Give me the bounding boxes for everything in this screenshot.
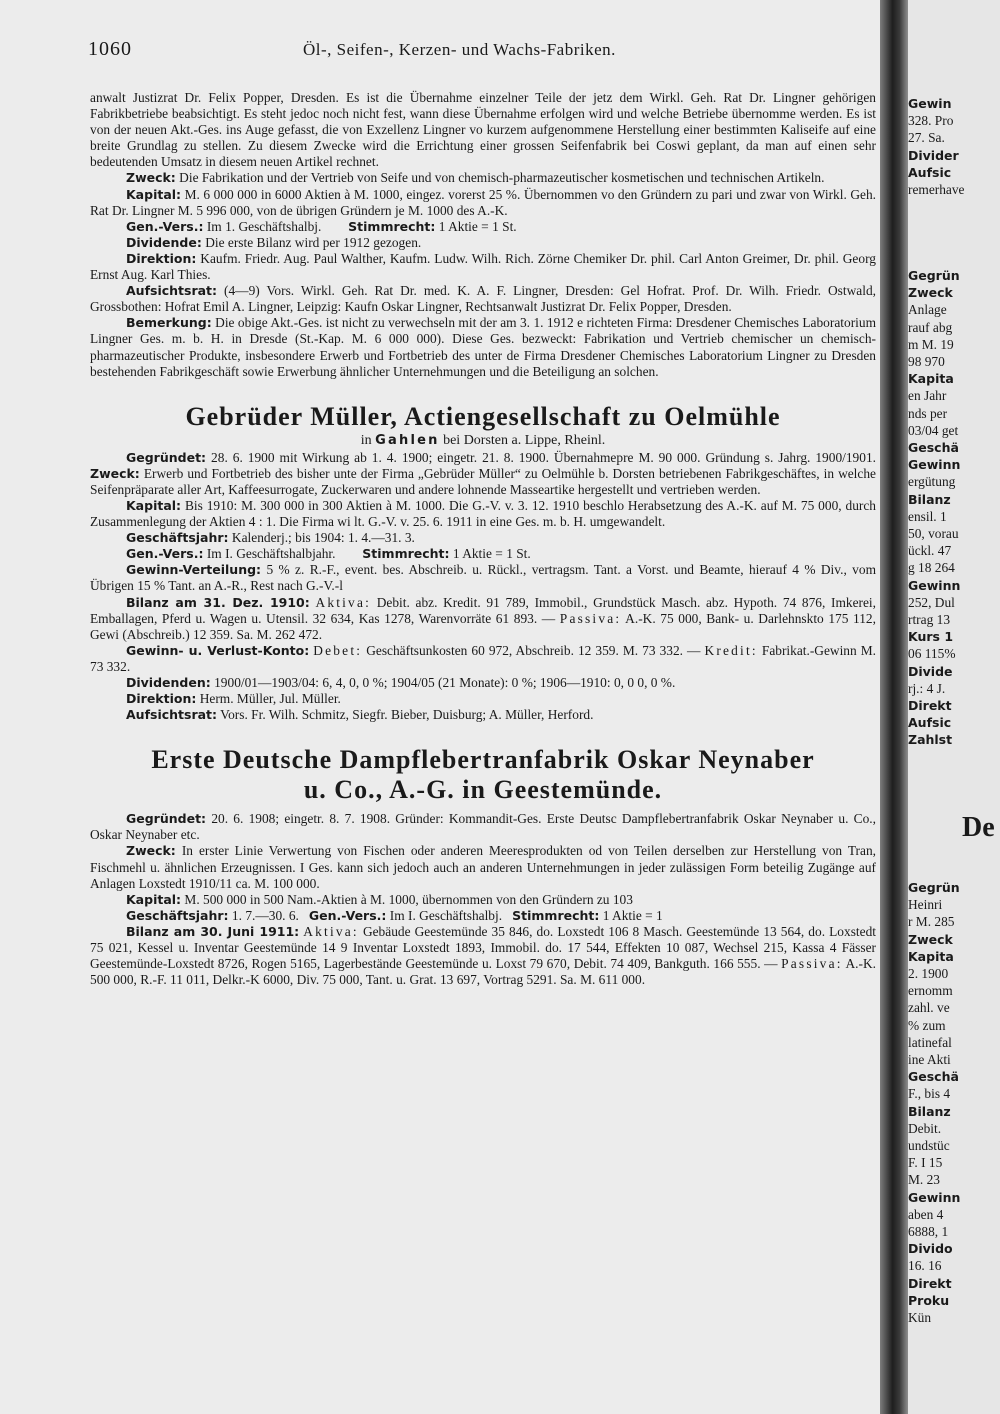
gegruendet-paragraph xyxy=(90,811,876,843)
facing-page-line: ine Akti xyxy=(908,1052,951,1067)
facing-page-line: Direkt xyxy=(908,698,952,713)
aktiva-label: Aktiva: xyxy=(303,923,359,939)
guv-debet-text: Geschäftsunkosten 60 972, Abschreib. 12 359. M. 73 332. — xyxy=(366,642,701,658)
company-title: Gebrüder Müller, Actiengesellschaft zu Oelmühle xyxy=(185,401,781,431)
facing-page-line: Zahlst xyxy=(908,732,953,748)
facing-page-line: Geschä xyxy=(908,440,959,455)
kapital-label: Kapital: xyxy=(126,891,182,907)
kapital-paragraph xyxy=(90,187,876,219)
dividenden-paragraph xyxy=(90,675,876,691)
zweck-label: Zweck: xyxy=(126,170,176,186)
bilanz-aktiva-text: Debit. abz. Kredit. 91 789, Immobil., Grundstück Masch. abz. Hypoth. 74 876, Imkerei, Emballagen, Pferd u. Wagen u. Utensil. 32 634, Kas 1278, Warenvorräte 61 893. — xyxy=(90,594,877,626)
facing-page-line: aben 4 xyxy=(908,1206,944,1222)
zweck-label: Zweck: xyxy=(126,843,176,859)
page-header xyxy=(88,38,870,64)
facing-page-line: ückl. 47 xyxy=(908,543,952,559)
facing-page-line: rauf abg xyxy=(908,319,953,335)
bilanz-label: Bilanz am 30. Juni 1911: xyxy=(126,923,300,939)
aufsichtsrat-label: Aufsichtsrat: xyxy=(126,707,218,723)
passiva-label: Passiva: xyxy=(559,610,622,626)
facing-page-line: 2. 1900 xyxy=(908,966,949,981)
facing-page-line: Kün xyxy=(908,1310,932,1325)
dividende-paragraph xyxy=(90,235,876,251)
geschaeftsjahr-label: Geschäftsjahr: xyxy=(126,530,229,546)
company-title-line2: u. Co., A.-G. in Geestemünde. xyxy=(303,775,663,805)
geschaeftsjahr-paragraph xyxy=(90,530,876,546)
facing-page-line: Gewinn xyxy=(908,1189,961,1205)
gewinnverteilung-text: 5 % z. R.-F., event. bes. Abschreib. u. Rückl., vertragsm. Tant. a Vorst. und Beamte, hierauf 4 % Div., vom Übrigen 15 % Tant. an A.-R., Rest nach G.-V.-l xyxy=(90,562,876,594)
guv-label: Gewinn- u. Verlust-Konto: xyxy=(126,642,310,658)
location-suffix: bei Dorsten a. Lippe, Rheinl. xyxy=(443,432,606,448)
zweck-paragraph xyxy=(90,843,876,891)
kapital-text: M. 500 000 in 500 Nam.-Aktien à M. 1000, übernommen von den Gründern zu 103 xyxy=(184,891,633,907)
facing-page-line: Zweck xyxy=(908,285,953,301)
genvers-text: Im 1. Geschäftshalbj. xyxy=(206,218,322,234)
kapital-text: Bis 1910: M. 300 000 in 300 Aktien à M. 1000. Die G.-V. v. 3. 12. 1910 beschlo Herabsetzung des A.-K. auf M. 75 000, durch Zusammenlegung der Aktien 4 : 1. Die Firma wi lt. G.-V. v. 25. 6. 1911 in eine Ges. m. b. H. umgewandelt. xyxy=(90,497,876,530)
facing-page-line: nds per xyxy=(908,405,948,421)
facing-page-line: Kapita xyxy=(908,948,954,964)
facing-page-line: Heinri xyxy=(908,897,943,913)
facing-page-line: Zweck xyxy=(908,931,953,947)
stimmrecht-text: 1 Aktie = 1 St. xyxy=(438,218,517,234)
facing-page-line: Gewinn xyxy=(908,457,961,473)
bilanz-passiva-text: A.-K. 75 000, Bank- u. Darlehnskto 175 112, Gewi (Abschreib.) 12 359. Sa. M. 262 472. xyxy=(90,610,876,642)
facing-page-line: Aufsic xyxy=(908,164,952,180)
facing-page-line: rj.: 4 J. xyxy=(908,680,946,696)
dividende-text: Die erste Bilanz wird per 1912 gezogen. xyxy=(205,234,422,250)
direktion-paragraph xyxy=(90,691,876,707)
genvers-text: Im I. Geschäftshalbj. xyxy=(389,907,503,923)
facing-page-line: rtrag 13 xyxy=(908,612,951,627)
bemerkung-label: Bemerkung: xyxy=(126,315,212,331)
page-number: 1060 xyxy=(88,38,132,60)
kapital-paragraph xyxy=(90,892,876,908)
genvers-paragraph xyxy=(90,219,876,235)
facing-page-line: en Jahr xyxy=(908,388,947,404)
bilanz-aktiva-text: Gebäude Geestemünde 35 846, do. Loxstedt 106 8 Masch. Geestemünde 13 564, do. Loxstedt 75 021, Kessel u. Inventar Geestemünde 14 9 Inventar Loxstedt 1893, Immobil. do. 17 544, Effekten 10 087, Wechsel 215, Kassa 4 Fässer Geestemünde-Loxstedt 8726, Rogen 5165, Lagerbestände Geestemünde u. Loxst 79 670, Debit. 74 409, Bankguth. 166 555. — xyxy=(90,923,876,972)
passiva-label: Passiva: xyxy=(781,956,843,972)
aufsichtsrat-paragraph xyxy=(90,707,876,723)
aktiva-label: Aktiva: xyxy=(315,594,372,610)
facing-page-line: Bilanz xyxy=(908,1103,951,1119)
genvers-text: Im I. Geschäftshalbjahr. xyxy=(206,546,336,562)
bilanz-paragraph xyxy=(90,924,876,988)
facing-page-line: Gegrün xyxy=(908,880,960,895)
facing-page-line: M. 23 xyxy=(908,1172,940,1188)
direktion-text: Kaufm. Friedr. Aug. Paul Walther, Kaufm. Ludw. Wilh. Rich. Zörne Chemiker Dr. phil. Carl Anton Greimer, Dr. phil. Georg Ernst Aug. Karl Thies. xyxy=(90,250,876,283)
facing-page-line: 328. Pro xyxy=(908,113,954,129)
stimmrecht-label: Stimmrecht: xyxy=(362,546,450,562)
direktion-text: Herm. Müller, Jul. Müller. xyxy=(199,691,341,707)
facing-page-line: Debit. xyxy=(908,1120,942,1136)
zweck-text: In erster Linie Verwertung von Fischen oder anderen Meeresprodukten od von Teilen derselben zur Herstellung von Tran, Fischmehl u. ähnlichen Erzeugnissen. I Ges. kann sich jedoch auch an anderen Unternehmungen in jeder zulässigen Form beteilig Zugänge auf Anlagen Loxstedt 1910/11 ca. M. 100 000. xyxy=(90,843,876,891)
kapital-text: M. 6 000 000 in 6000 Aktien à M. 1000, eingez. vorerst 25 %. Übernommen vo den Gründern zu pari und zwar von Wirkl. Geh. Rat Dr. Lingner M. 5 996 000, von de übrigen Gründern je M. 1000 des A.-K. xyxy=(90,186,876,218)
facing-page-line: Divido xyxy=(908,1241,953,1257)
facing-page-line: Kurs 1 xyxy=(908,629,954,645)
dividenden-text: 1900/01—1903/04: 6, 4, 0, 0 %; 1904/05 (21 Monate): 0 %; 1906—1910: 0, 0 0, 0 %. xyxy=(214,675,676,690)
kapital-label: Kapital: xyxy=(126,497,182,513)
stimmrecht-text: 1 Aktie = 1 xyxy=(602,907,663,923)
facing-page-line: 252, Dul xyxy=(908,594,955,610)
genvers-label: Gen.-Vers.: xyxy=(126,546,204,562)
direktion-paragraph xyxy=(90,251,876,283)
facing-page-line: 50, vorau xyxy=(908,526,959,541)
facing-page-line: 98 970 xyxy=(908,354,945,369)
facing-page-line: 16. 16 xyxy=(908,1258,942,1274)
gewinnverteilung-label: Gewinn-Verteilung: xyxy=(126,562,262,578)
facing-page-line: ernomm xyxy=(908,983,953,999)
facing-page-line: Anlage xyxy=(908,302,947,318)
bilanz-paragraph xyxy=(90,595,876,643)
zweck-text: Die Fabrikation und der Vertrieb von Seife und von chemisch-pharmazeutischer kosmetischen und technischen Artikeln. xyxy=(179,170,825,186)
bemerkung-text: Die obige Akt.-Ges. ist nicht zu verwechseln mit der am 3. 1. 1912 e richteten Firma: Dresdener Chemisches Laboratorium Lingner Ges. m. b. H. in Dresde (St.-Kap. M. 6 000 000). Diese Ges. bezweckt: Fabrikation und Vertrieb chemischer un chemisch-pharmazeutischer Produkte, insbesondere Erwerb und Fortbetrieb des unter de Firma Dresdener Chemisches Laboratorium Lingner zu Dresden bestehenden Fabrikgeschäft sowie Erwerbung ähnlicher Unternehmungen und die Beteiligung an solchen. xyxy=(90,315,876,379)
geschaeftsjahr-text: Kalenderj.; bis 1904: 1. 4.—31. 3. xyxy=(231,530,415,546)
geschaeftsjahr-text: 1. 7.—30. 6. xyxy=(231,907,299,923)
facing-page-line: zahl. ve xyxy=(908,1000,950,1016)
facing-page-line: Proku xyxy=(908,1292,950,1308)
bilanz-passiva-text: A.-K. 500 000, R.-F. 11 011, Delkr.-K 6000, Div. 75 000, Tant. u. Grat. 13 697, Vortrag 5291. Sa. M. 611 000. xyxy=(90,956,876,988)
zweck-label: Zweck: xyxy=(90,465,140,481)
aufsichtsrat-paragraph xyxy=(90,283,876,315)
stimmrecht-label: Stimmrecht: xyxy=(512,907,600,923)
facing-page-line: 03/04 get xyxy=(908,422,959,438)
facing-page-line: Direkt xyxy=(908,1275,952,1291)
facing-page-line: 6888, 1 xyxy=(908,1224,949,1239)
aufsichtsrat-text: (4—9) Vors. Wirkl. Geh. Rat Dr. med. K. A. F. Lingner, Dresden: Gel Hofrat. Prof. Dr. Wilh. Friedr. Ostwald, Grossbothen: Hofrat Emil A. Lingner, Leipzig: Kaufn Oskar Lingner, Rechtsanwalt Justizrat Dr. Felix Popper, Dresden. xyxy=(90,283,876,315)
facing-page-line: r M. 285 xyxy=(908,914,955,930)
facing-page-line: % zum xyxy=(908,1017,946,1033)
stimmrecht-label: Stimmrecht: xyxy=(348,218,436,234)
facing-page-line: Divide xyxy=(908,663,953,679)
facing-page-line: 27. Sa. xyxy=(908,130,945,146)
running-title: Öl-, Seifen-, Kerzen- und Wachs-Fabriken. xyxy=(303,40,616,59)
facing-page-line: Bilanz xyxy=(908,491,951,507)
guv-kredit-text: Fabrikat.-Gewinn M. 73 332. xyxy=(90,642,876,674)
kredit-label: Kredit: xyxy=(704,642,758,658)
debet-label: Debet: xyxy=(313,642,363,658)
gegruendet-label: Gegründet: xyxy=(126,449,207,465)
guv-paragraph xyxy=(90,643,876,675)
dividenden-label: Dividenden: xyxy=(126,675,211,690)
genvers-paragraph xyxy=(90,546,876,562)
facing-page-line: Gewinn xyxy=(908,577,961,593)
aufsichtsrat-text: Vors. Fr. Wilh. Schmitz, Siegfr. Bieber, Duisburg; A. Müller, Herford. xyxy=(220,707,594,723)
facing-page-line: g 18 264 xyxy=(908,560,955,576)
genvers-label: Gen.-Vers.: xyxy=(126,218,204,234)
page-body xyxy=(90,90,876,988)
facing-page-line: ensil. 1 xyxy=(908,508,947,524)
gewinnverteilung-paragraph xyxy=(90,562,876,594)
location-place: Gahlen xyxy=(375,432,440,448)
direktion-label: Direktion: xyxy=(126,250,197,266)
geschaeftsjahr-paragraph xyxy=(90,908,876,924)
company-title-line1: Erste Deutsche Dampflebertranfabrik Oskar Neynaber xyxy=(151,745,815,775)
facing-page-line: F., bis 4 xyxy=(908,1086,951,1102)
entry-gebrueder-mueller xyxy=(90,402,876,724)
gegruendet-label: Gegründet: xyxy=(126,811,207,827)
entry-lingner-continuation xyxy=(90,90,876,380)
kapital-label: Kapital: xyxy=(126,186,182,202)
direktion-label: Direktion: xyxy=(126,691,197,707)
book-gutter xyxy=(880,0,908,1414)
dividende-label: Dividende: xyxy=(126,234,202,250)
facing-page-line: remerhave xyxy=(908,182,965,197)
facing-page-line: latinefal xyxy=(908,1034,952,1050)
gegruendet-paragraph xyxy=(90,450,876,498)
bemerkung-paragraph xyxy=(90,315,876,379)
company-location xyxy=(90,432,876,450)
zweck-paragraph xyxy=(90,170,876,186)
facing-page-line: F. I 15 xyxy=(908,1155,943,1171)
gegruendet-text: 20. 6. 1908; eingetr. 8. 7. 1908. Gründer: Kommandit-Ges. Erste Deutsc Dampflebertranfabrik Oskar Neynaber u. Co., Oskar Neynaber etc. xyxy=(90,811,876,843)
facing-page-line: 06 115% xyxy=(908,646,956,662)
facing-page-edge xyxy=(908,0,1000,1414)
aufsichtsrat-label: Aufsichtsrat: xyxy=(126,283,218,299)
facing-page-line: Aufsic xyxy=(908,715,952,731)
location-prefix: in xyxy=(360,432,372,448)
facing-page-line: undstüc xyxy=(908,1138,950,1153)
facing-page-heading: De xyxy=(962,812,995,843)
geschaeftsjahr-label: Geschäftsjahr: xyxy=(126,907,229,923)
facing-page-line: m M. 19 xyxy=(908,336,954,352)
zweck-text: Erwerb und Fortbetrieb des bisher unte der Firma „Gebrüder Müller“ zu Oelmühle b. Dorsten betriebenen Fabrikgeschäftes, in welche Seifenpräparate aller Art, Kaffeesurrogate, Zuckerwaren und andere lohnende Masseartike hergestellt und vertrieben werden. xyxy=(90,465,876,497)
kapital-paragraph xyxy=(90,498,876,530)
facing-page-line: Gegrün xyxy=(908,268,960,283)
bilanz-label: Bilanz am 31. Dez. 1910: xyxy=(126,594,310,610)
genvers-label: Gen.-Vers.: xyxy=(308,907,387,923)
entry-neynaber xyxy=(90,745,876,988)
stimmrecht-text: 1 Aktie = 1 St. xyxy=(452,546,531,562)
facing-page-line: ergütung xyxy=(908,474,956,490)
facing-page-line: Gewin xyxy=(908,96,952,111)
facing-page-line: Geschä xyxy=(908,1069,959,1085)
gegruendet-text: 28. 6. 1900 mit Wirkung ab 1. 4. 1900; eingetr. 21. 8. 1900. Übernahmepre M. 90 000. Gründung s. Jahrg. 1900/1901. xyxy=(211,449,876,465)
facing-page-line: Kapita xyxy=(908,371,954,387)
facing-page-line: Divider xyxy=(908,147,959,163)
intro-paragraph: anwalt Justizrat Dr. Felix Popper, Dresden. Es ist die Übernahme einzelner Teile der jetz dem Wirkl. Geh. Rat Dr. Lingner gehörigen Fabrikbetriebe beabsichtigt. Es steht jedoc noch nicht fest, wann diese Übernahme erfolgen wird und welche Betriebe übernomme werden. Es ist von der neuen Akt.-Ges. ins Auge gefasst, die von Exzellenz Lingner vo kurzem aufgenommene Herstellung einer bestimmten Kaliseife auf eine breite Grundlag zu stellen. Zu diesem Zwecke wird die Errichtung einer grossen Seifenfabrik bei Coswi geplant, da man auf einen sehr bedeutenden Umsatz in diesem neuen Artikel rechnet. xyxy=(90,90,876,170)
